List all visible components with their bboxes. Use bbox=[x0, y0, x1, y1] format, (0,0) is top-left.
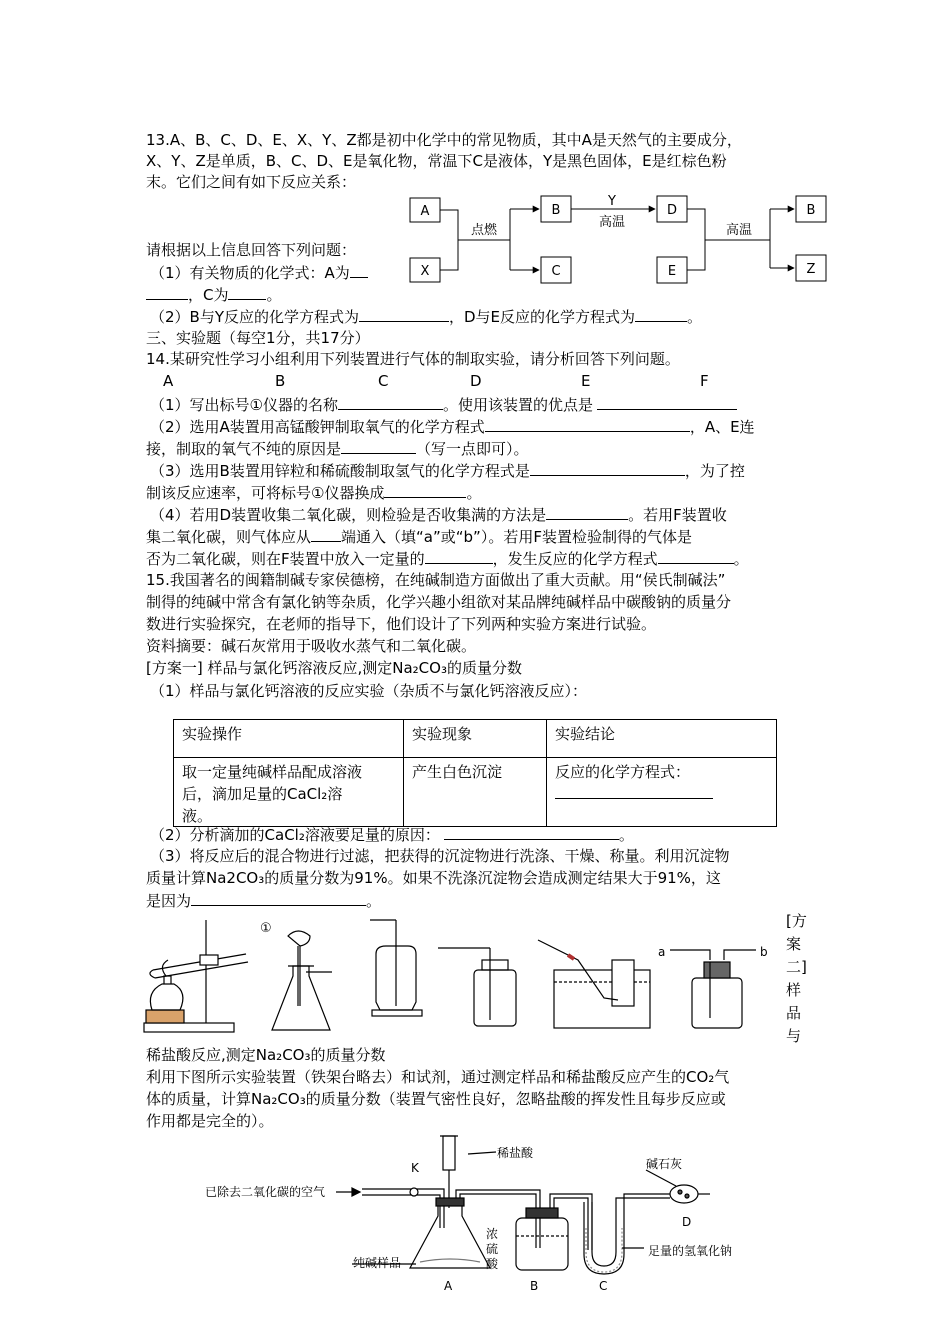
label-sulfuric-2: 硫 bbox=[486, 1242, 499, 1256]
plan2-setup-figure bbox=[200, 1128, 790, 1298]
q14-part1: （1）写出标号①仪器的名称 。使用该装置的优点是 bbox=[150, 394, 737, 415]
answer-blank-de-eq[interactable] bbox=[635, 306, 687, 322]
box-d: D bbox=[666, 203, 678, 218]
answer-blank-unwashed-reason[interactable] bbox=[191, 890, 366, 906]
box-e: E bbox=[667, 264, 677, 279]
label-c: C bbox=[599, 1279, 608, 1293]
plan1-part3-line3: 是因为 。 bbox=[146, 892, 382, 910]
apparatus-label-b: B bbox=[275, 372, 286, 390]
label-valve-k: K bbox=[411, 1161, 419, 1175]
answer-blank-replace-instrument[interactable] bbox=[384, 482, 466, 498]
table-header-operation: 实验操作 bbox=[174, 720, 404, 758]
label-sample: 纯碱样品 bbox=[353, 1256, 402, 1270]
q13-part1-line1: （1）有关物质的化学式：A为 bbox=[150, 262, 368, 283]
plan1-part3-line2: 质量计算Na2CO₃的质量分数为91%。如果不洗涤沉淀物会造成测定结果大于91%，这 bbox=[146, 869, 721, 887]
plan1-title: [方案一] 样品与氯化钙溶液反应,测定Na₂CO₃的质量分数 bbox=[146, 659, 522, 677]
box-b: B bbox=[551, 203, 561, 218]
q14-part2-line2: 接，制取的氧气不纯的原因是 （写一点即可）。 bbox=[146, 440, 529, 458]
q13-intro-line1: 13.A、B、C、D、E、X、Y、Z都是初中化学中的常见物质，其中A是天然气的主要成分， bbox=[146, 131, 742, 149]
plan2-side-label: [方 案 二] 样 品 与 bbox=[786, 912, 807, 1045]
q13-intro-line2: X、Y、Z是单质，B、C、D、E是氧化物，常温下C是液体，Y是黑色固体，E是红棕色粉 bbox=[146, 152, 727, 170]
label-sulfuric-3: 酸 bbox=[486, 1257, 499, 1271]
label-acid: 稀盐酸 bbox=[497, 1146, 534, 1160]
plan2-desc-line3: 作用都是完全的）。 bbox=[146, 1112, 274, 1130]
answer-blank-inlet[interactable] bbox=[311, 526, 341, 542]
q13-part2: （2）B与Y反应的化学方程式为 ，D与E反应的化学方程式为 。 bbox=[150, 308, 703, 326]
table-cell-phenomenon: 产生白色沉淀 bbox=[404, 758, 547, 827]
q15-intro-line3: 数进行实验探究，在老师的指导下，他们设计了下列两种实验方案进行试验。 bbox=[146, 615, 657, 633]
label-sulfuric-1: 浓 bbox=[486, 1227, 499, 1241]
box-a: A bbox=[420, 204, 430, 219]
label-b: B bbox=[530, 1279, 539, 1293]
box-c: C bbox=[551, 264, 561, 279]
answer-blank-excess-reason[interactable] bbox=[444, 824, 619, 840]
q14-part2-line1: （2）选用A装置用高锰酸钾制取氧气的化学方程式 ，A、E连 bbox=[150, 418, 755, 436]
label-d: D bbox=[682, 1215, 692, 1229]
apparatus-label-a: A bbox=[163, 372, 174, 390]
q13-intro-line3: 末。它们之间有如下反应关系： bbox=[146, 173, 357, 191]
answer-blank-h2-eq[interactable] bbox=[530, 460, 685, 476]
label-naoh: 足量的氢氧化钠 bbox=[648, 1244, 733, 1258]
condition-high-temp-1: 高温 bbox=[598, 215, 626, 230]
q14-part4-line3: 否为二氧化碳，则在F装置中放入一定量的 ，发生反应的化学方程式 。 bbox=[146, 550, 749, 568]
q14-part3-line2: 制该反应速率，可将标号①仪器换成 。 bbox=[146, 484, 482, 502]
answer-blank-c[interactable] bbox=[228, 284, 266, 300]
q13-part1-line2: ，C为 。 bbox=[146, 284, 282, 305]
q14-part4-line2: 集二氧化碳，则气体应从 端通入（填“a”或“b”）。若用F装置检验制得的气体是 bbox=[146, 528, 692, 546]
experiment-table bbox=[173, 719, 777, 827]
label-lime: 碱石灰 bbox=[646, 1157, 683, 1171]
table-cell-conclusion: 反应的化学方程式： bbox=[547, 758, 777, 827]
port-a: a bbox=[658, 945, 666, 959]
q15-intro-line1: 15.我国著名的闽籍制碱专家侯德榜，在纯碱制造方面做出了重大贡献。用“侯氏制碱法” bbox=[146, 571, 726, 589]
plan2-title-rest: 稀盐酸反应,测定Na₂CO₃的质量分数 bbox=[146, 1046, 386, 1064]
table-cell-operation: 取一定量纯碱样品配成溶液 后，滴加足量的CaCl₂溶 液。 bbox=[174, 758, 404, 827]
apparatus-label-c: C bbox=[378, 372, 389, 390]
plan2-desc-line1: 利用下图所示实验装置（铁架台略去）和试剂，通过测定样品和稀盐酸反应产生的CO₂气 bbox=[146, 1068, 730, 1086]
table-header-phenomenon: 实验现象 bbox=[404, 720, 547, 758]
port-b: b bbox=[760, 945, 768, 959]
label-a: A bbox=[444, 1279, 453, 1293]
answer-blank-impure-reason[interactable] bbox=[341, 438, 416, 454]
apparatus-illustration bbox=[138, 910, 778, 1040]
section-3-title: 三、实验题（每空1分，共17分） bbox=[146, 329, 370, 347]
q14-part4-line1: （4）若用D装置收集二氧化碳，则检验是否收集满的方法是 。若用F装置收 bbox=[150, 506, 727, 524]
answer-blank-cacl2-eq[interactable] bbox=[555, 783, 713, 799]
q14-part3-line1: （3）选用B装置用锌粒和稀硫酸制取氢气的化学方程式是 ，为了控 bbox=[150, 462, 745, 480]
q13-reaction-diagram bbox=[400, 190, 840, 290]
apparatus-label-d: D bbox=[470, 372, 482, 390]
answer-blank-co2-full-check[interactable] bbox=[546, 504, 628, 520]
marker-circled-1: ① bbox=[260, 921, 272, 936]
answer-blank-by-eq[interactable] bbox=[359, 306, 449, 322]
q14-intro: 14.某研究性学习小组利用下列装置进行气体的制取实验，请分析回答下列问题。 bbox=[146, 350, 680, 368]
q15-info: 资料摘要：碱石灰常用于吸收水蒸气和二氧化碳。 bbox=[146, 637, 477, 655]
q15-intro-line2: 制得的纯碱中常含有氯化钠等杂质，化学兴趣小组欲对某品牌纯碱样品中碳酸钠的质量分 bbox=[146, 593, 732, 611]
table-header-conclusion: 实验结论 bbox=[547, 720, 777, 758]
answer-blank-instrument-name[interactable] bbox=[338, 394, 443, 410]
plan1-part1: （1）样品与氯化钙溶液的反应实验（杂质不与氯化钙溶液反应）： bbox=[150, 682, 588, 700]
condition-y: Y bbox=[608, 194, 616, 209]
box-z: Z bbox=[806, 262, 816, 277]
answer-blank-reagent[interactable] bbox=[425, 548, 493, 564]
answer-blank-a-cont[interactable] bbox=[146, 284, 188, 300]
answer-blank-a[interactable] bbox=[350, 262, 368, 278]
condition-ignite: 点燃 bbox=[470, 223, 498, 238]
box-x: X bbox=[420, 264, 430, 279]
plan2-desc-line2: 体的质量，计算Na₂CO₃的质量分数（装置气密性良好，忽略盐酸的挥发性且每步反应或 bbox=[146, 1090, 726, 1108]
q13-prompt: 请根据以上信息回答下列问题： bbox=[146, 241, 357, 259]
plan1-part2: （2）分析滴加的CaCl₂溶液要足量的原因： 。 bbox=[150, 826, 634, 844]
apparatus-label-e: E bbox=[581, 372, 591, 390]
answer-blank-co2-test-eq[interactable] bbox=[658, 548, 734, 564]
box-b-product: B bbox=[806, 203, 816, 218]
condition-high-temp-2: 高温 bbox=[725, 223, 753, 238]
label-air: 已除去二氧化碳的空气 bbox=[205, 1185, 326, 1199]
answer-blank-kmno4-eq[interactable] bbox=[485, 416, 690, 432]
answer-blank-advantage[interactable] bbox=[597, 394, 737, 410]
apparatus-label-f: F bbox=[700, 372, 709, 390]
plan1-part3-line1: （3）将反应后的混合物进行过滤，把获得的沉淀物进行洗涤、干燥、称量。利用沉淀物 bbox=[150, 847, 730, 865]
